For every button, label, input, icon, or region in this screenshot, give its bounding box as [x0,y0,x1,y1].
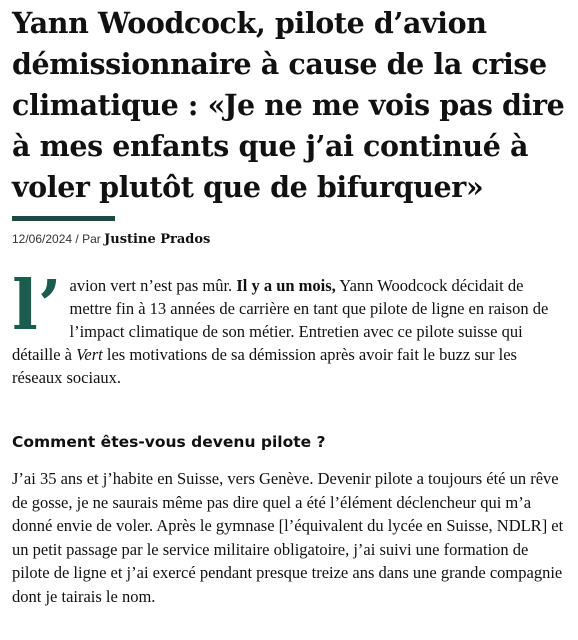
interview-question: Comment êtes-vous devenu pilote ? [12,433,326,451]
lead-text-1: avion vert n’est pas mûr. [69,276,237,295]
publish-date: 12/06/2024 [12,232,73,246]
lead-paragraph [12,266,568,389]
article-title: Yann Woodcock, pilote d’avion démissionnaire à cause de la crise climatique : «Je ne me vois pas dire à mes enfants que j’ai continué à voler plutôt que de bifurquer» [12,6,565,204]
byline-label: Par [82,232,101,246]
answer-paragraph: J’ai 35 ans et j’habite en Suisse, vers Genève. Devenir pilote a toujours été un rêve de gosse, je ne saurais même pas dire quel a été l’élément déclencheur qui m’a donné envie de voler. Après le gymnase [l’équivalent du lycée en Suisse, NDLR] et un petit passage par le service militaire obligatoire, j’ai suivi une formation de pilote de ligne et j’ai exercé pendant presque treize ans dans une grande compagnie dont je tairais le nom. [12,469,564,606]
author-link[interactable]: Justine Prados [104,232,211,247]
lead-text-2: Yann Woodcock décidait de mettre fin à 13 années de carrière en tant que pilote de ligne en raison de l’impact climatique de son métier. Entretien avec ce pilote suisse qui détaille à [12,276,549,364]
interview-answer [12,467,568,609]
byline-separator: / [75,232,79,246]
lead-text-bold: Il y a un mois, [236,276,336,295]
title-underline [12,216,115,221]
article-lead [12,266,568,389]
byline [12,231,568,248]
lead-text-3: les motivations de sa démission après avoir fait le buzz sur les réseaux sociaux. [12,345,517,387]
lead-text-italic: Vert [76,345,103,364]
drop-cap: l’ [12,266,62,346]
article [12,0,568,609]
